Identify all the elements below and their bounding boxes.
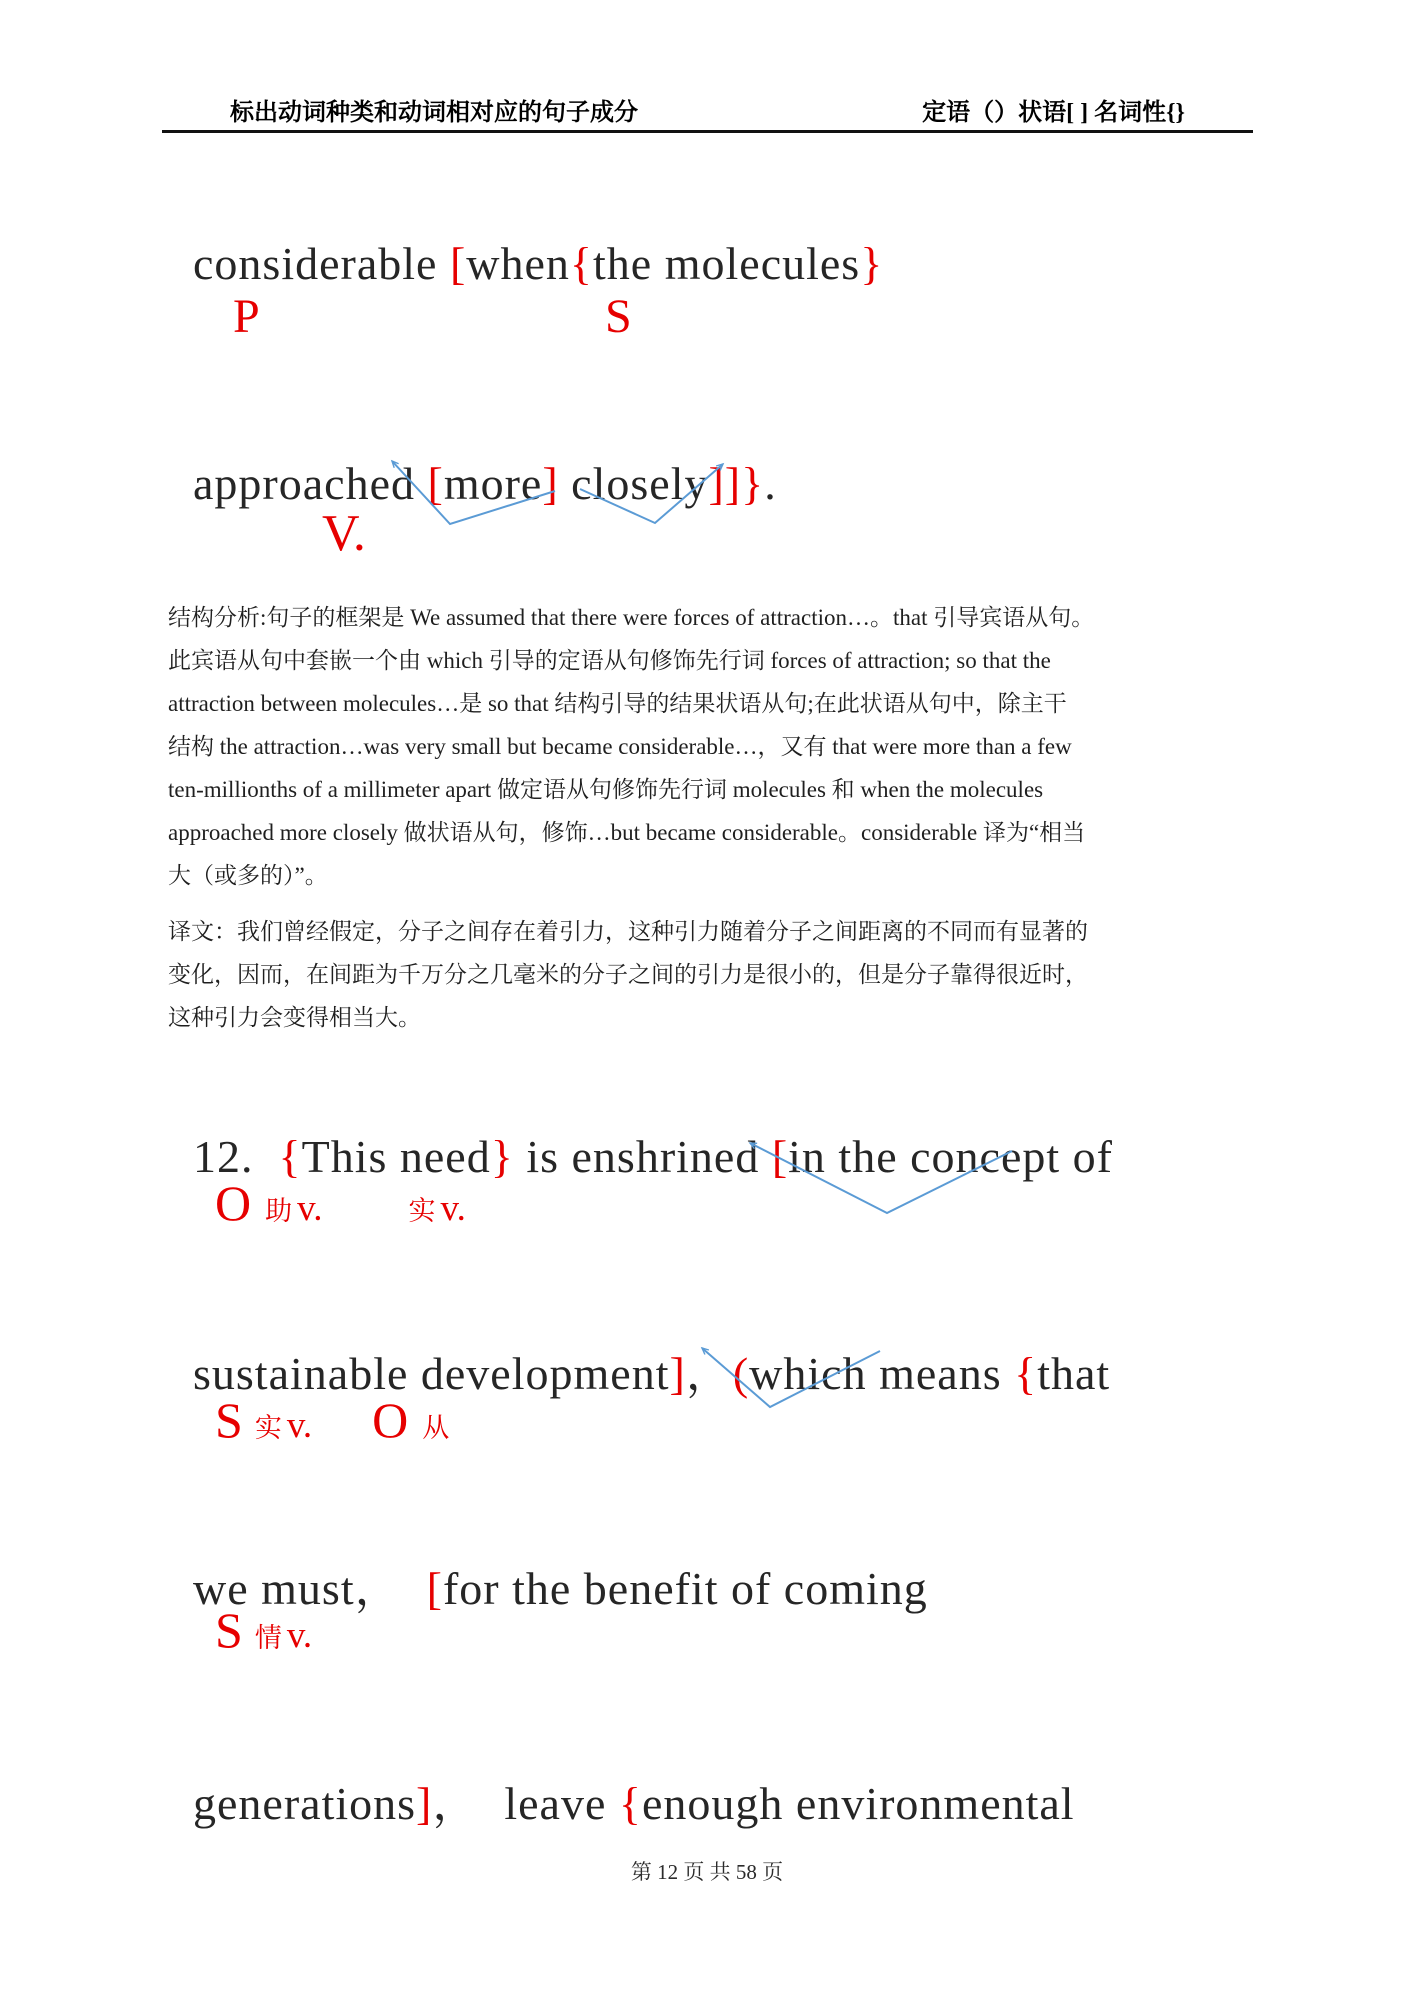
comma: ， <box>432 1778 505 1829</box>
header-title: 标出动词种类和动词相对应的句子成分 <box>230 100 638 126</box>
verb-type-notional: 实 <box>408 1196 436 1226</box>
analysis-line: approached more closely 做状语从句，修饰…but became considerable。considerable 译为“相当 <box>168 820 1086 845</box>
brace-close: } <box>860 238 884 289</box>
sentence-12-line-1 <box>168 1073 1113 1185</box>
text-segment: enough environmental <box>641 1778 1075 1829</box>
text-segment: that <box>1037 1348 1111 1399</box>
verb-type-notional: 实 <box>254 1413 282 1443</box>
translation-paragraph <box>168 910 1258 1039</box>
text-segment: for the benefit of coming <box>442 1563 928 1614</box>
clause-mark: 从 <box>422 1413 450 1443</box>
verb-mark: v. <box>440 1188 466 1229</box>
sentence-12-line-3 <box>168 1505 928 1617</box>
grammar-label-o: O <box>215 1175 252 1231</box>
text-segment: the molecules <box>593 238 861 289</box>
verb-mark: v. <box>286 1405 313 1446</box>
analysis-line: 结构分析:句子的框架是 We assumed that there were forces of attraction…。that 引导宾语从句。 <box>168 605 1095 630</box>
bracket-close: ] <box>542 458 559 509</box>
brace-open: { <box>569 238 594 289</box>
brace-open: { <box>618 1778 642 1829</box>
sentence-line-considerable <box>168 180 883 292</box>
grammar-label-p: P <box>233 290 260 343</box>
header-rule <box>162 130 1253 133</box>
item-number: 12. <box>193 1131 279 1182</box>
bracket-open: [ <box>426 1563 443 1614</box>
analysis-line: 大（或多的）”。 <box>168 863 328 888</box>
sentence-12-line-4 <box>168 1720 1075 1832</box>
annotation-row-1 <box>215 1175 466 1231</box>
annotation-row-3 <box>215 1602 313 1658</box>
analysis-line: attraction between molecules…是 so that 结构引导的结果状语从句;在此状语从句中，除主干 <box>168 691 1067 716</box>
brackets-close-group: ]]} <box>708 458 765 509</box>
text-segment: approached <box>193 458 428 509</box>
brace-close: } <box>490 1131 514 1182</box>
grammar-label-o: O <box>372 1392 409 1448</box>
paren-open: ( <box>732 1348 750 1399</box>
grammar-label-s: S <box>605 290 632 343</box>
grammar-label-v: V. <box>322 505 366 562</box>
text-segment: closely <box>558 458 709 509</box>
grammar-label-s: S <box>215 1392 243 1448</box>
text-segment: which means <box>749 1348 1015 1399</box>
annotation-row-2 <box>215 1392 450 1448</box>
translation-line: 变化，因而，在间距为千万分之几毫米的分子之间的引力是很小的，但是分子靠得很近时， <box>168 962 1088 987</box>
text-segment: considerable <box>193 238 450 289</box>
translation-line: 这种引力会变得相当大。 <box>168 1005 421 1030</box>
verb-mark: v. <box>286 1615 313 1656</box>
brace-open: { <box>278 1131 302 1182</box>
text-segment: generations <box>193 1778 417 1829</box>
text-segment: leave <box>504 1778 619 1829</box>
page-number-indicator: 第 12 页 共 58 页 <box>630 1860 784 1884</box>
header-bracket-legend: 定语（）状语[ ] 名词性{} <box>922 100 1185 126</box>
text-segment: This need <box>301 1131 491 1182</box>
sentence-12-line-2 <box>168 1290 1110 1402</box>
verb-type-modal: 情 <box>254 1623 282 1653</box>
bracket-open: [ <box>449 238 467 289</box>
text-segment: in the concept of <box>788 1131 1113 1182</box>
text-segment: when <box>466 238 570 289</box>
verb-type-aux: 助 <box>265 1196 293 1226</box>
grammar-label-s: S <box>215 1602 243 1658</box>
brace-open: { <box>1014 1348 1038 1399</box>
text-segment: more <box>443 458 543 509</box>
bracket-close: ] <box>669 1348 686 1399</box>
verb-mark: v. <box>297 1188 323 1229</box>
bracket-open: [ <box>427 458 444 509</box>
bracket-open: [ <box>771 1131 789 1182</box>
sentence-line-approached <box>168 400 777 512</box>
text-segment: is enshrined <box>513 1131 772 1182</box>
text-segment: we must， <box>193 1563 427 1614</box>
bracket-close: ] <box>416 1778 433 1829</box>
analysis-line: ten-millionths of a millimeter apart 做定语从句修饰先行词 molecules 和 when the molecules <box>168 777 1044 802</box>
comma: ， <box>685 1348 733 1399</box>
text-segment: sustainable development <box>193 1348 670 1399</box>
analysis-line: 此宾语从句中套嵌一个由 which 引导的定语从句修饰先行词 forces of attraction; so that the <box>168 648 1051 673</box>
analysis-paragraph <box>168 596 1258 897</box>
analysis-line: 结构 the attraction…was very small but became considerable…，又有 that were more than a few <box>168 734 1072 759</box>
period: . <box>764 458 777 509</box>
translation-line: 译文：我们曾经假定，分子之间存在着引力，这种引力随着分子之间距离的不同而有显著的 <box>168 919 1088 944</box>
